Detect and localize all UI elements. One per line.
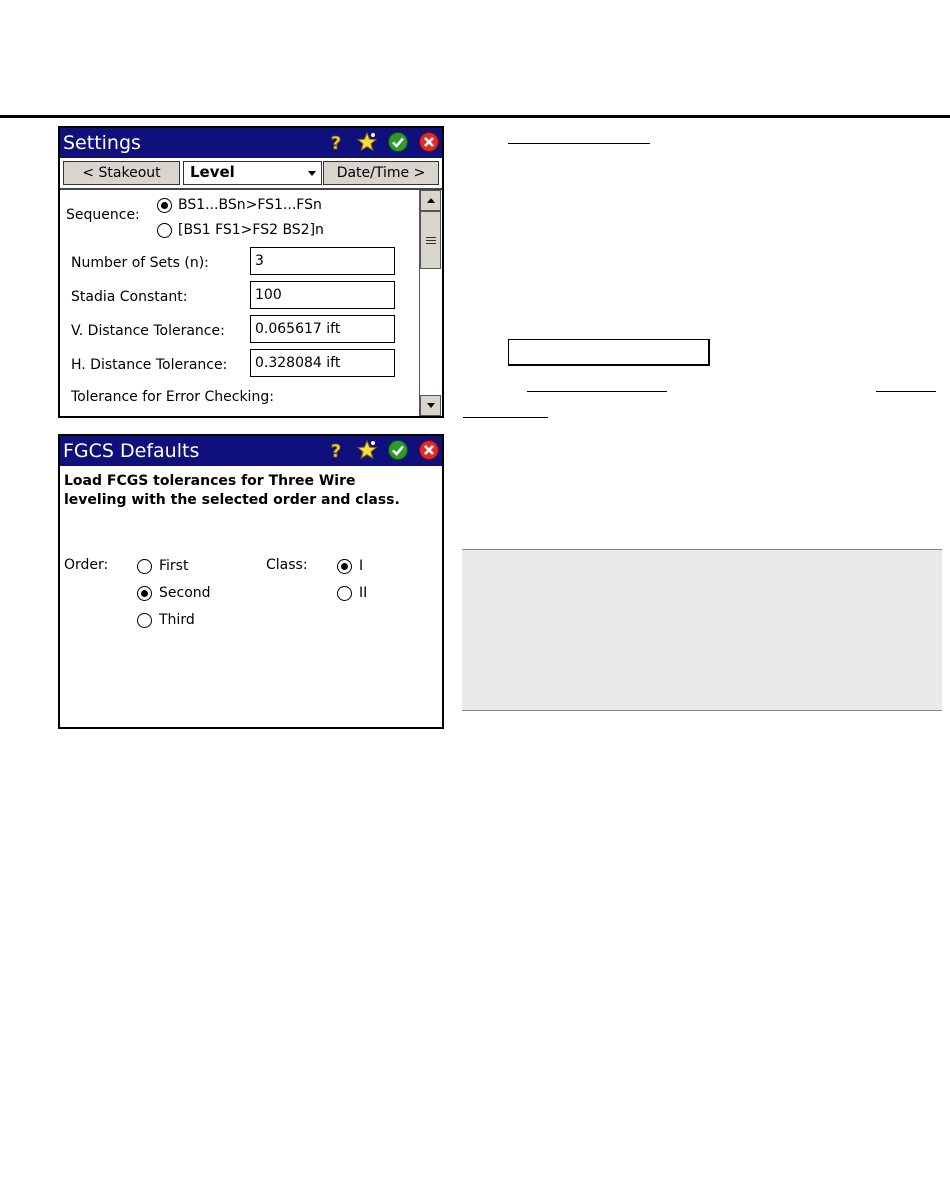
vertical-scrollbar[interactable] (419, 190, 442, 416)
stadia-constant-label: Stadia Constant: (71, 289, 188, 305)
underline-fragment (508, 143, 650, 144)
scroll-up-button[interactable] (420, 190, 441, 211)
ok-check-icon[interactable] (387, 439, 409, 461)
scroll-down-arrow-icon (427, 403, 435, 408)
next-page-button[interactable]: Date/Time > (323, 161, 439, 185)
scroll-thumb[interactable] (420, 211, 441, 269)
page-select[interactable] (183, 161, 322, 185)
favorites-star-icon[interactable] (356, 439, 378, 461)
settings-toolbar (60, 158, 442, 188)
favorites-star-icon[interactable] (356, 131, 378, 153)
v-distance-tolerance-input[interactable]: 0.065617 ift (250, 315, 395, 343)
svg-text:?: ? (330, 133, 342, 152)
class-label: Class: (266, 557, 308, 573)
page-select-value: Level (190, 163, 235, 181)
underline-fragment (876, 391, 936, 392)
scroll-down-button[interactable] (420, 395, 441, 416)
bordered-box (508, 339, 710, 366)
settings-titlebar (60, 128, 442, 158)
class-radio-ii[interactable] (337, 586, 352, 601)
top-rule (0, 115, 950, 118)
help-icon[interactable] (325, 131, 347, 153)
fgcs-defaults-window (58, 434, 444, 729)
order-second-label: Second (159, 585, 211, 601)
number-of-sets-label: Number of Sets (n): (71, 255, 209, 271)
class-radio-i[interactable] (337, 559, 352, 574)
order-radio-second[interactable] (137, 586, 152, 601)
tolerance-error-checking-label: Tolerance for Error Checking: (71, 389, 274, 405)
order-third-label: Third (159, 612, 195, 628)
shaded-note-box (462, 549, 942, 711)
sequence-radio-2[interactable] (157, 223, 172, 238)
sequence-label: Sequence: (66, 207, 140, 223)
h-distance-tolerance-input[interactable]: 0.328084 ift (250, 349, 395, 377)
fgcs-description (64, 472, 400, 510)
sequence-radio-1[interactable] (157, 198, 172, 213)
grip-line (426, 243, 436, 244)
number-of-sets-input[interactable]: 3 (250, 247, 395, 275)
order-radio-first[interactable] (137, 559, 152, 574)
fgcs-description-line-1: Load FCGS tolerances for Three Wire (64, 473, 356, 489)
stadia-constant-input[interactable]: 100 (250, 281, 395, 309)
sequence-option-1-label: BS1...BSn>FS1...FSn (178, 197, 322, 213)
settings-form (60, 190, 420, 416)
sequence-option-2-label: [BS1 FS1>FS2 BS2]n (178, 222, 324, 238)
underline-fragment (527, 391, 667, 392)
svg-text:?: ? (330, 441, 342, 460)
order-first-label: First (159, 558, 189, 574)
chevron-down-icon (308, 171, 316, 176)
grip-line (426, 240, 436, 241)
scroll-up-arrow-icon (427, 198, 435, 203)
settings-title: Settings (63, 132, 141, 154)
prev-page-button[interactable]: < Stakeout (63, 161, 180, 185)
order-label: Order: (64, 557, 109, 573)
h-distance-tolerance-label: H. Distance Tolerance: (71, 357, 228, 373)
ok-check-icon[interactable] (387, 131, 409, 153)
grip-line (426, 237, 436, 238)
fgcs-title: FGCS Defaults (63, 440, 200, 462)
fgcs-description-line-2: leveling with the selected order and class. (64, 492, 400, 508)
fgcs-titlebar (60, 436, 442, 466)
help-icon[interactable] (325, 439, 347, 461)
class-i-label: I (359, 558, 364, 574)
v-distance-tolerance-label: V. Distance Tolerance: (71, 323, 225, 339)
underline-fragment (463, 417, 548, 418)
order-radio-third[interactable] (137, 613, 152, 628)
class-ii-label: II (359, 585, 368, 601)
settings-window (58, 126, 444, 418)
close-icon[interactable] (418, 439, 440, 461)
close-icon[interactable] (418, 131, 440, 153)
